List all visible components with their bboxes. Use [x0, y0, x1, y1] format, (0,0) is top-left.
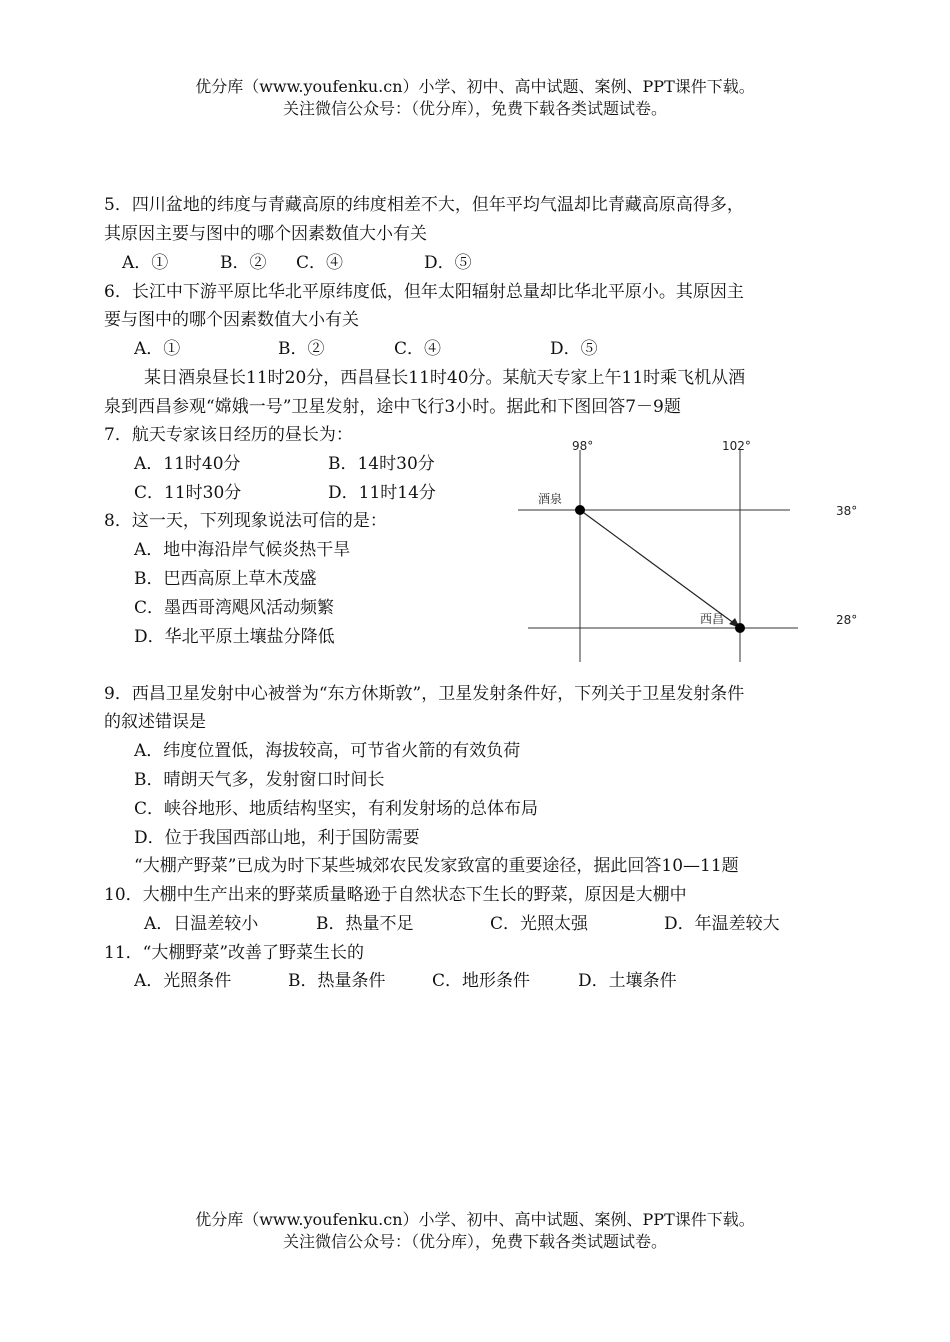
q7-stem: 7．航天专家该日经历的昼长为：	[104, 425, 353, 445]
q5-option-c: C．④	[296, 253, 344, 273]
q11-option-c: C．地形条件	[432, 971, 531, 991]
xichang-label: 西昌	[700, 612, 725, 626]
header-line-1: 优分库（www.youfenku.cn）小学、初中、高中试题、案例、PPT课件下载。	[195, 77, 755, 96]
q6-option-d: D．⑤	[550, 339, 598, 359]
footer-line-1: 优分库（www.youfenku.cn）小学、初中、高中试题、案例、PPT课件下载。	[195, 1210, 755, 1229]
q11-option-d: D．土壤条件	[578, 971, 677, 991]
q5-option-b: B．②	[220, 253, 267, 273]
q7-option-d: D．11时14分	[328, 483, 436, 503]
q10-stem: 10．大棚中生产出来的野菜质量略逊于自然状态下生长的野菜，原因是大棚中	[104, 885, 687, 905]
xichang-point	[735, 623, 745, 633]
q9-option-c: C．峡谷地形、地质结构坚实，有利发射场的总体布局	[134, 799, 539, 819]
q6-option-a: A．①	[134, 339, 181, 359]
q5-stem-line-2: 其原因主要与图中的哪个因素数值大小有关	[104, 224, 427, 244]
q11-option-b: B．热量条件	[288, 971, 386, 991]
q7-option-a: A．11时40分	[134, 454, 241, 474]
q9-option-a: A．纬度位置低，海拔较高，可节省火箭的有效负荷	[134, 741, 521, 761]
jiuquan-point	[575, 505, 585, 515]
q9-stem-line-2: 的叙述错误是	[104, 712, 206, 732]
q9-stem-line-1: 9．西昌卫星发射中心被誉为“东方休斯敦”，卫星发射条件好，下列关于卫星发射条件	[104, 684, 745, 704]
q10-option-b: B．热量不足	[316, 914, 414, 934]
q6-option-c: C．④	[394, 339, 442, 359]
q8-option-b: B．巴西高原上草木茂盛	[134, 569, 317, 589]
q8-stem: 8．这一天，下列现象说法可信的是：	[104, 511, 387, 531]
jiuquan-label: 酒泉	[538, 492, 563, 506]
q11-option-a: A．光照条件	[134, 971, 232, 991]
lat-lon-diagram	[500, 432, 870, 667]
q6-option-b: B．②	[278, 339, 325, 359]
q5-option-a: A．①	[122, 253, 169, 273]
q8-option-c: C．墨西哥湾飓风活动频繁	[134, 598, 335, 618]
passage-1-line-1: 某日酒泉昼长11时20分，西昌昼长11时40分。某航天专家上午11时乘飞机从酒	[144, 368, 746, 388]
q9-option-d: D．位于我国西部山地，利于国防需要	[134, 828, 420, 848]
header-line-2: 关注微信公众号：（优分库），免费下载各类试题试卷。	[282, 99, 667, 118]
passage-1-line-2: 泉到西昌参观“嫦娥一号”卫星发射，途中飞行3小时。据此和下图回答7－9题	[104, 397, 681, 417]
q8-option-a: A．地中海沿岸气候炎热干旱	[134, 540, 351, 560]
flight-route-line	[580, 510, 735, 624]
q7-option-c: C．11时30分	[134, 483, 242, 503]
passage-2-line-1: “大棚产野菜”已成为时下某些城郊农民发家致富的重要途径，据此回答10—11题	[134, 856, 739, 876]
q10-option-d: D．年温差较大	[664, 914, 780, 934]
q6-stem-line-1: 6．长江中下游平原比华北平原纬度低，但年太阳辐射总量却比华北平原小。其原因主	[104, 282, 744, 302]
lat-bottom-label: 28°	[836, 613, 858, 627]
q5-stem-line-1: 5．四川盆地的纬度与青藏高原的纬度相差不大，但年平均气温却比青藏高原高得多，	[104, 195, 744, 215]
q5-option-d: D．⑤	[424, 253, 472, 273]
q10-option-a: A．日温差较小	[144, 914, 259, 934]
q10-option-c: C．光照太强	[490, 914, 589, 934]
q8-option-d: D．华北平原土壤盐分降低	[134, 627, 335, 647]
lat-top-label: 38°	[836, 504, 858, 518]
q11-stem: 11．“大棚野菜”改善了野菜生长的	[104, 943, 365, 963]
footer-line-2: 关注微信公众号：（优分库），免费下载各类试题试卷。	[282, 1232, 667, 1251]
q7-option-b: B．14时30分	[328, 454, 435, 474]
lon-right-label: 102°	[722, 439, 751, 453]
q6-stem-line-2: 要与图中的哪个因素数值大小有关	[104, 310, 359, 330]
q9-option-b: B．晴朗天气多，发射窗口时间长	[134, 770, 385, 790]
lon-left-label: 98°	[572, 439, 594, 453]
